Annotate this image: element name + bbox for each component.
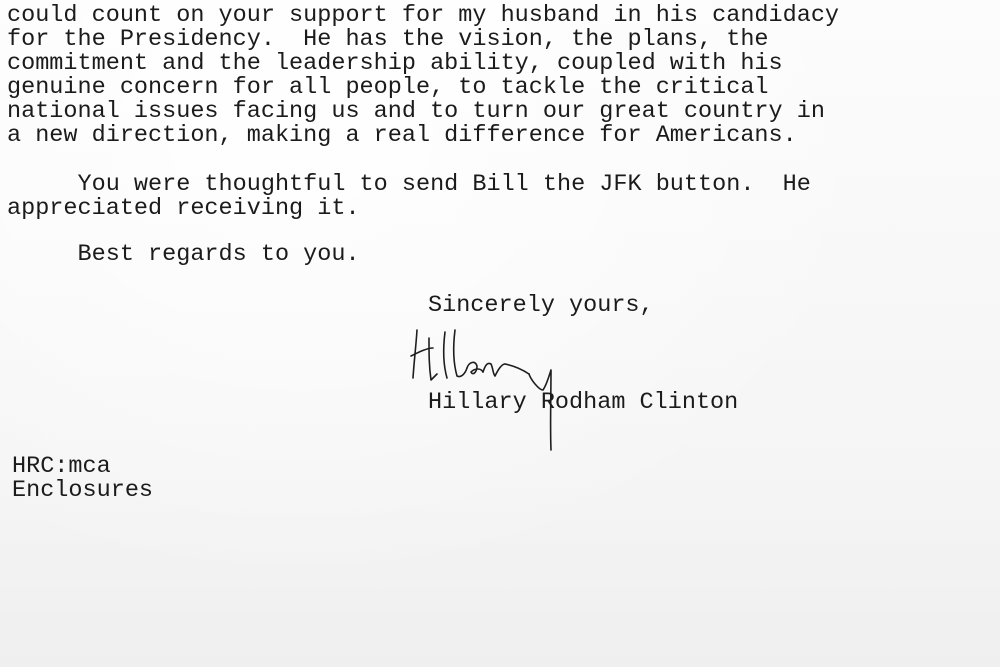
body-line-5: national issues facing us and to turn our great country in <box>7 98 825 125</box>
body-line-6: a new direction, making a real difference for Americans. <box>7 122 797 149</box>
paragraph-3: Best regards to you. <box>7 241 360 268</box>
handwritten-signature <box>405 318 575 458</box>
closing: Sincerely yours, <box>428 292 654 319</box>
reference-initials: HRC:mca <box>12 453 111 480</box>
enclosures-note: Enclosures <box>12 477 154 504</box>
signer-name: Hillary Rodham Clinton <box>428 389 739 416</box>
body-line-2: for the Presidency. He has the vision, the plans, the <box>7 26 769 53</box>
paragraph-2-line-2: appreciated receiving it. <box>7 195 360 222</box>
body-line-3: commitment and the leadership ability, coupled with his <box>7 50 783 77</box>
body-line-1: could count on your support for my husband in his candidacy <box>7 2 840 29</box>
body-line-4: genuine concern for all people, to tackle the critical <box>7 74 769 101</box>
paragraph-2-line-1: You were thoughtful to send Bill the JFK button. He <box>7 171 811 198</box>
